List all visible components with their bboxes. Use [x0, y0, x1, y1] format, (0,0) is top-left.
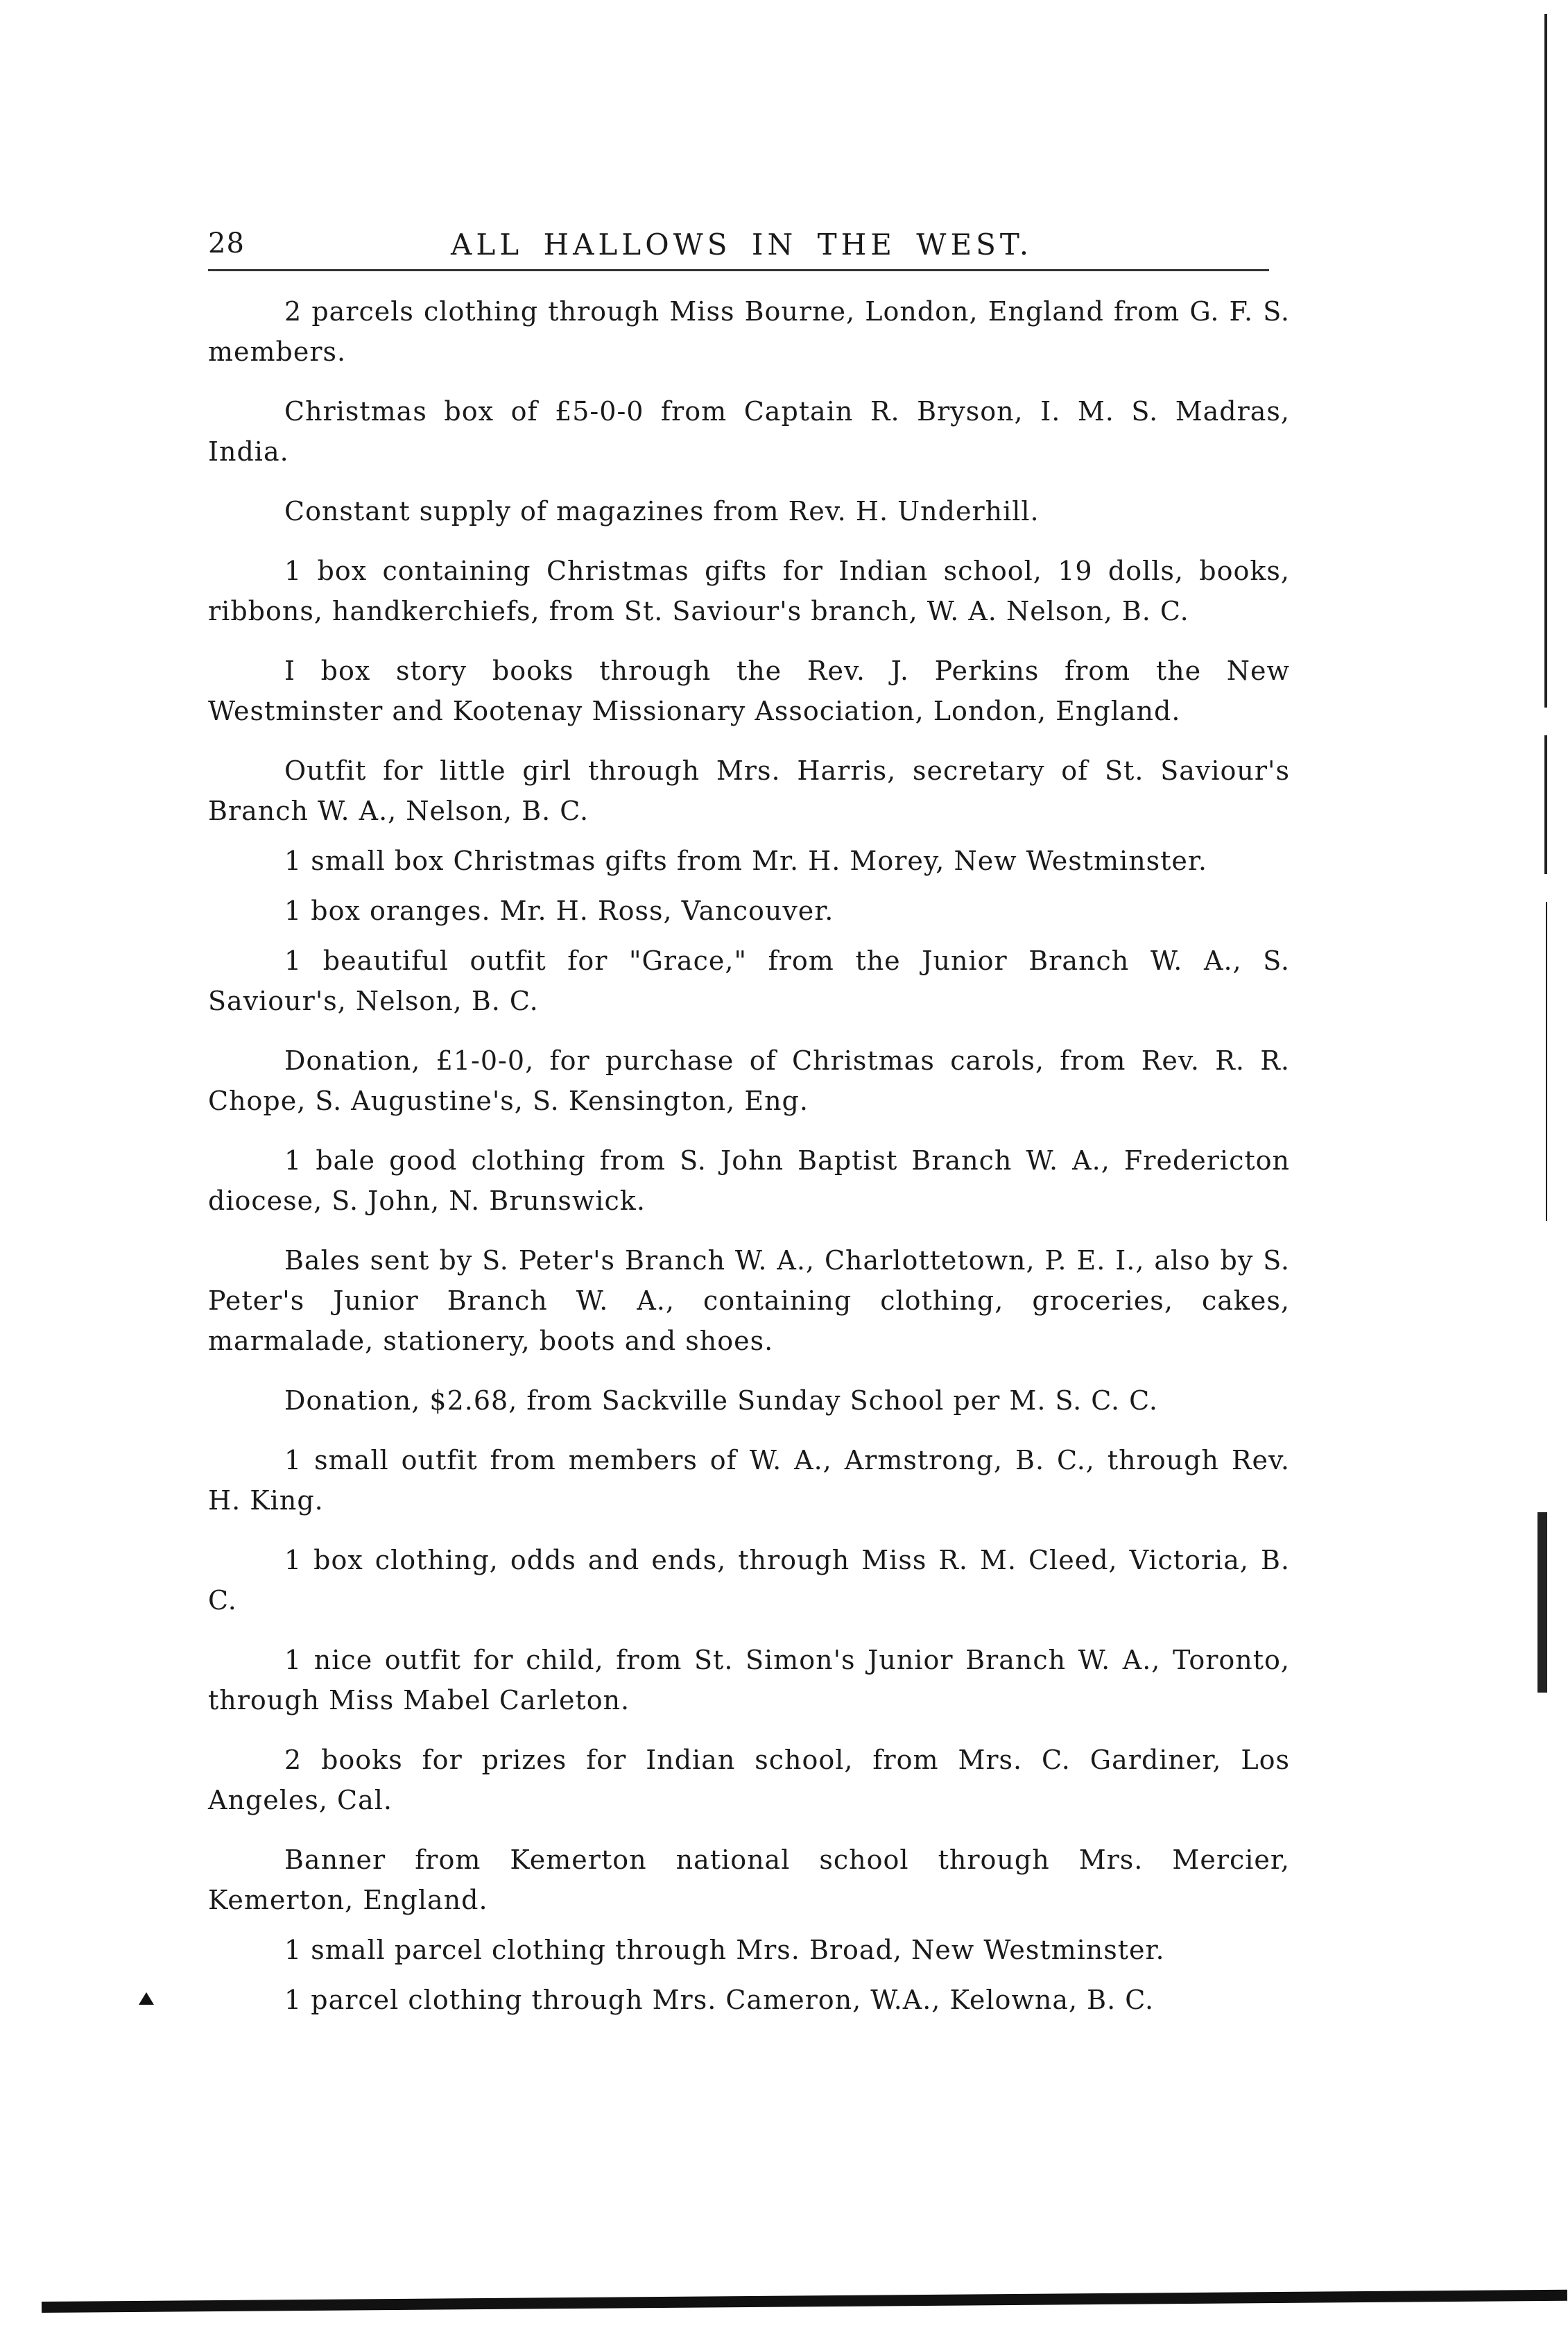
list-item: Constant supply of magazines from Rev. H. Underhill.: [284, 496, 1040, 527]
scan-edge-mark: [1546, 902, 1547, 1221]
list-item: 1 parcel clothing through Mrs. Cameron, W.A., Kelowna, B. C.: [284, 1985, 1155, 2015]
scan-edge-mark: [1537, 1512, 1547, 1693]
list-item: 1 nice outfit for child, from St. Simon's Junior Branch W. A., Toronto, through Miss Mabel Carleton.: [208, 1645, 1290, 1715]
page-number: 28: [208, 228, 245, 259]
scan-edge-mark: [1544, 735, 1547, 874]
list-item: Christmas box of £5-0-0 from Captain R. Bryson, I. M. S. Madras, India.: [208, 396, 1290, 467]
list-item: 1 box containing Christmas gifts for Indian school, 19 dolls, books, ribbons, handkerchiefs, from St. Saviour's branch, W. A. Nelson, B. C.: [208, 556, 1290, 626]
list-item: 2 parcels clothing through Miss Bourne, London, England from G. F. S. members.: [208, 296, 1290, 367]
list-item: Bales sent by S. Peter's Branch W. A., Charlottetown, P. E. I., also by S. Peter's Junior Branch W. A., containing clothing, groceries, cakes, marmalade, stationery, boots and shoes.: [208, 1245, 1290, 1356]
bullet-mark-icon: [139, 1992, 154, 2005]
list-item: Donation, $2.68, from Sackville Sunday School per M. S. C. C.: [284, 1385, 1158, 1416]
running-title: ALL HALLOWS IN THE WEST.: [451, 228, 1033, 262]
list-item: Outfit for little girl through Mrs. Harris, secretary of St. Saviour's Branch W. A., Nelson, B. C.: [208, 755, 1290, 826]
list-item: 2 books for prizes for Indian school, from Mrs. C. Gardiner, Los Angeles, Cal.: [208, 1745, 1290, 1815]
list-item: 1 small box Christmas gifts from Mr. H. Morey, New Westminster.: [284, 846, 1207, 876]
list-item: 1 bale good clothing from S. John Baptist Branch W. A., Fredericton diocese, S. John, N. Brunswick.: [208, 1145, 1290, 1216]
list-item: Banner from Kemerton national school through Mrs. Mercier, Kemerton, England.: [208, 1845, 1290, 1915]
list-item: 1 beautiful outfit for "Grace," from the Junior Branch W. A., S. Saviour's, Nelson, B. C.: [208, 945, 1290, 1016]
list-item: 1 box clothing, odds and ends, through Miss R. M. Cleed, Victoria, B. C.: [208, 1545, 1290, 1616]
list-item: 1 small outfit from members of W. A., Armstrong, B. C., through Rev. H. King.: [208, 1445, 1290, 1516]
running-head: [208, 221, 1269, 271]
list-item: 1 box oranges. Mr. H. Ross, Vancouver.: [284, 896, 834, 926]
list-item: I box story books through the Rev. J. Perkins from the New Westminster and Kootenay Missionary Association, London, England.: [208, 656, 1290, 726]
list-item: 1 small parcel clothing through Mrs. Broad, New Westminster.: [284, 1935, 1165, 1965]
bottom-rule: [42, 2290, 1567, 2313]
scan-edge-mark: [1544, 14, 1547, 708]
list-item: Donation, £1-0-0, for purchase of Christmas carols, from Rev. R. R. Chope, S. Augustine's, S. Kensington, Eng.: [208, 1045, 1290, 1116]
donation-list: [208, 291, 1290, 2030]
